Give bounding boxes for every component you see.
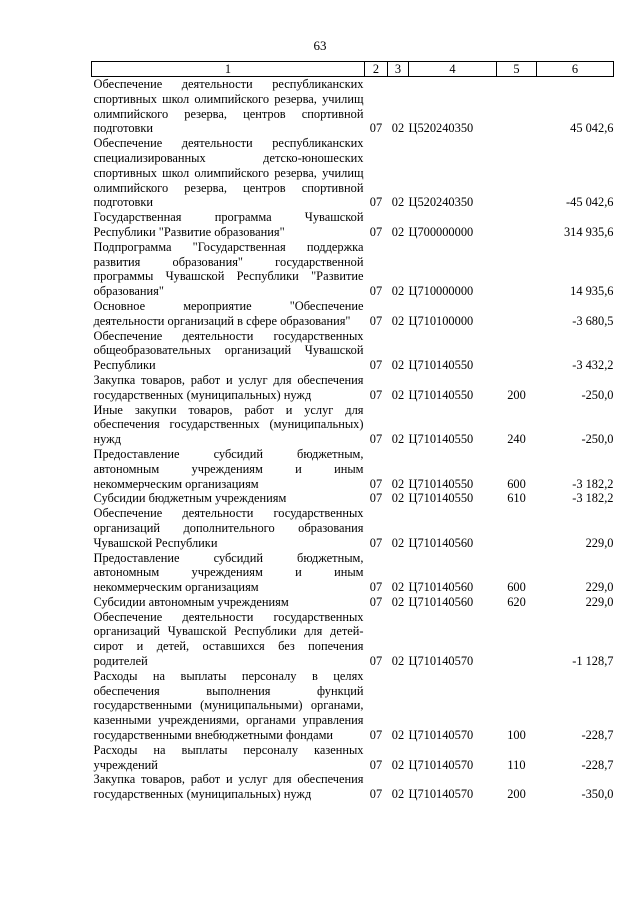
row-amount: 229,0	[585, 580, 614, 595]
row-section: 07	[369, 580, 383, 595]
row-subsection: 02	[391, 491, 405, 506]
table-row	[92, 77, 614, 137]
row-subsection: 02	[391, 121, 405, 136]
row-expense-type: 240	[507, 432, 526, 447]
row-target-article: Ц710140570	[408, 728, 474, 743]
table-row	[92, 491, 614, 506]
row-section: 07	[369, 594, 383, 609]
row-amount: 229,0	[585, 535, 614, 550]
row-section: 07	[369, 491, 383, 506]
row-name: Обеспечение деятельности государственных общеобразовательных организаций Чувашской Республики	[93, 328, 364, 373]
row-section: 07	[369, 476, 383, 491]
row-expense-type: 600	[507, 580, 526, 595]
row-name: Субсидии автономным учреждениям	[93, 594, 289, 609]
row-section: 07	[369, 728, 383, 743]
table-row	[92, 329, 614, 373]
row-subsection: 02	[391, 387, 405, 402]
row-subsection: 02	[391, 224, 405, 239]
header-col-6: 6	[537, 62, 614, 77]
row-expense-type: 600	[507, 476, 526, 491]
row-amount: -228,7	[581, 757, 614, 772]
row-target-article: Ц710140550	[408, 358, 474, 373]
row-target-article: Ц700000000	[408, 224, 474, 239]
row-name: Закупка товаров, работ и услуг для обеспечения государственных (муниципальных) нужд	[93, 372, 364, 402]
header-col-5: 5	[497, 62, 537, 77]
row-section: 07	[369, 121, 383, 136]
row-subsection: 02	[391, 358, 405, 373]
row-target-article: Ц710000000	[408, 284, 474, 299]
row-target-article: Ц710140550	[408, 491, 474, 506]
row-name: Субсидии бюджетным учреждениям	[93, 491, 287, 506]
row-expense-type	[497, 77, 537, 137]
row-amount: 14 935,6	[570, 284, 614, 299]
row-subsection: 02	[391, 787, 405, 802]
row-expense-type	[497, 329, 537, 373]
row-name: Основное мероприятие "Обеспечение деятельности организаций в сфере образования"	[93, 298, 364, 328]
row-name: Расходы на выплаты персоналу в целях обеспечения выполнения функций государственными (муниципальными) органами, казенными учреждениями, органами управления государственными внебюджетными фондами	[93, 668, 364, 743]
row-amount: 314 935,6	[563, 224, 614, 239]
row-name: Предоставление субсидий бюджетным, автономным учреждениям и иным некоммерческим организациям	[93, 446, 364, 491]
row-section: 07	[369, 358, 383, 373]
row-subsection: 02	[391, 195, 405, 210]
row-section: 07	[369, 284, 383, 299]
row-expense-type: 200	[507, 387, 526, 402]
header-col-4: 4	[409, 62, 497, 77]
header-col-3: 3	[388, 62, 409, 77]
row-section: 07	[369, 787, 383, 802]
row-expense-type: 110	[507, 757, 526, 772]
row-section: 07	[369, 757, 383, 772]
table-row	[92, 743, 614, 773]
row-name: Расходы на выплаты персоналу казенных учреждений	[93, 742, 364, 772]
row-target-article: Ц710140550	[408, 432, 474, 447]
table-row	[92, 447, 614, 491]
row-target-article: Ц710140550	[408, 387, 474, 402]
row-expense-type	[497, 610, 537, 669]
row-amount: -250,0	[581, 432, 614, 447]
row-amount: -3 182,2	[572, 491, 614, 506]
row-section: 07	[369, 195, 383, 210]
table-row	[92, 299, 614, 329]
row-subsection: 02	[391, 594, 405, 609]
row-name: Предоставление субсидий бюджетным, автономным учреждениям и иным некоммерческим организациям	[93, 550, 364, 595]
row-target-article: Ц710140550	[408, 476, 474, 491]
table-row	[92, 136, 614, 210]
row-name: Подпрограмма "Государственная поддержка развития образования" государственной программы Чувашской Республики "Развитие образования"	[93, 239, 364, 299]
row-section: 07	[369, 224, 383, 239]
row-target-article: Ц710100000	[408, 313, 474, 328]
header-col-1: 1	[92, 62, 365, 77]
row-target-article: Ц710140570	[408, 757, 474, 772]
row-amount: -250,0	[581, 387, 614, 402]
row-expense-type: 100	[507, 728, 526, 743]
row-amount: 229,0	[585, 594, 614, 609]
row-target-article: Ц710140560	[408, 580, 474, 595]
row-subsection: 02	[391, 284, 405, 299]
row-target-article: Ц710140560	[408, 594, 474, 609]
row-target-article: Ц710140560	[408, 535, 474, 550]
table-row	[92, 551, 614, 595]
row-subsection: 02	[391, 580, 405, 595]
row-expense-type	[497, 210, 537, 240]
row-amount: -3 182,2	[572, 476, 614, 491]
table-row	[92, 240, 614, 299]
header-col-2: 2	[365, 62, 388, 77]
row-subsection: 02	[391, 757, 405, 772]
row-amount: -1 128,7	[572, 654, 614, 669]
row-section: 07	[369, 387, 383, 402]
row-expense-type: 610	[507, 491, 526, 506]
row-name: Обеспечение деятельности государственных организаций дополнительного образования Чувашской Республики	[93, 506, 364, 550]
row-expense-type	[497, 506, 537, 550]
row-subsection: 02	[391, 535, 405, 550]
row-expense-type	[497, 299, 537, 329]
row-section: 07	[369, 654, 383, 669]
row-expense-type: 200	[507, 787, 526, 802]
table-row	[92, 772, 614, 802]
row-amount: -350,0	[581, 787, 614, 802]
row-expense-type	[497, 136, 537, 210]
row-target-article: Ц710140570	[408, 787, 474, 802]
row-amount: -3 432,2	[572, 358, 614, 373]
row-subsection: 02	[391, 432, 405, 447]
row-name: Государственная программа Чувашской Республики "Развитие образования"	[93, 210, 364, 239]
row-amount: 45 042,6	[570, 121, 614, 136]
table-row	[92, 210, 614, 240]
row-subsection: 02	[391, 728, 405, 743]
table-row	[92, 610, 614, 669]
row-subsection: 02	[391, 476, 405, 491]
row-target-article: Ц520240350	[408, 121, 474, 136]
row-subsection: 02	[391, 313, 405, 328]
row-amount: -228,7	[581, 728, 614, 743]
row-expense-type	[497, 240, 537, 299]
row-section: 07	[369, 535, 383, 550]
row-section: 07	[369, 313, 383, 328]
row-name: Обеспечение деятельности республиканских специализированных детско-юношеских спортивных школ олимпийского резерва, училищ олимпийского резерва, центров спортивной подготовки	[93, 136, 364, 210]
page-number: 63	[313, 38, 327, 53]
row-section: 07	[369, 432, 383, 447]
row-target-article: Ц520240350	[408, 195, 474, 210]
table-row	[92, 373, 614, 403]
row-name: Иные закупки товаров, работ и услуг для обеспечения государственных (муниципальных) нужд	[93, 402, 364, 447]
table-header-row	[92, 62, 614, 77]
table-row	[92, 669, 614, 743]
row-subsection: 02	[391, 654, 405, 669]
table-row	[92, 403, 614, 447]
row-expense-type: 620	[507, 594, 526, 609]
table-row	[92, 595, 614, 610]
row-amount: -45 042,6	[566, 195, 614, 210]
row-name: Обеспечение деятельности республиканских спортивных школ олимпийского резерва, училищ олимпийского резерва, центров спортивной подготовки	[93, 77, 364, 136]
row-target-article: Ц710140570	[408, 654, 474, 669]
row-name: Закупка товаров, работ и услуг для обеспечения государственных (муниципальных) нужд	[93, 772, 364, 802]
table-row	[92, 506, 614, 550]
row-amount: -3 680,5	[572, 313, 614, 328]
row-name: Обеспечение деятельности государственных организаций Чувашской Республики для детей-сирот и детей, оставшихся без попечения родителей	[93, 609, 364, 669]
budget-table	[91, 61, 614, 802]
